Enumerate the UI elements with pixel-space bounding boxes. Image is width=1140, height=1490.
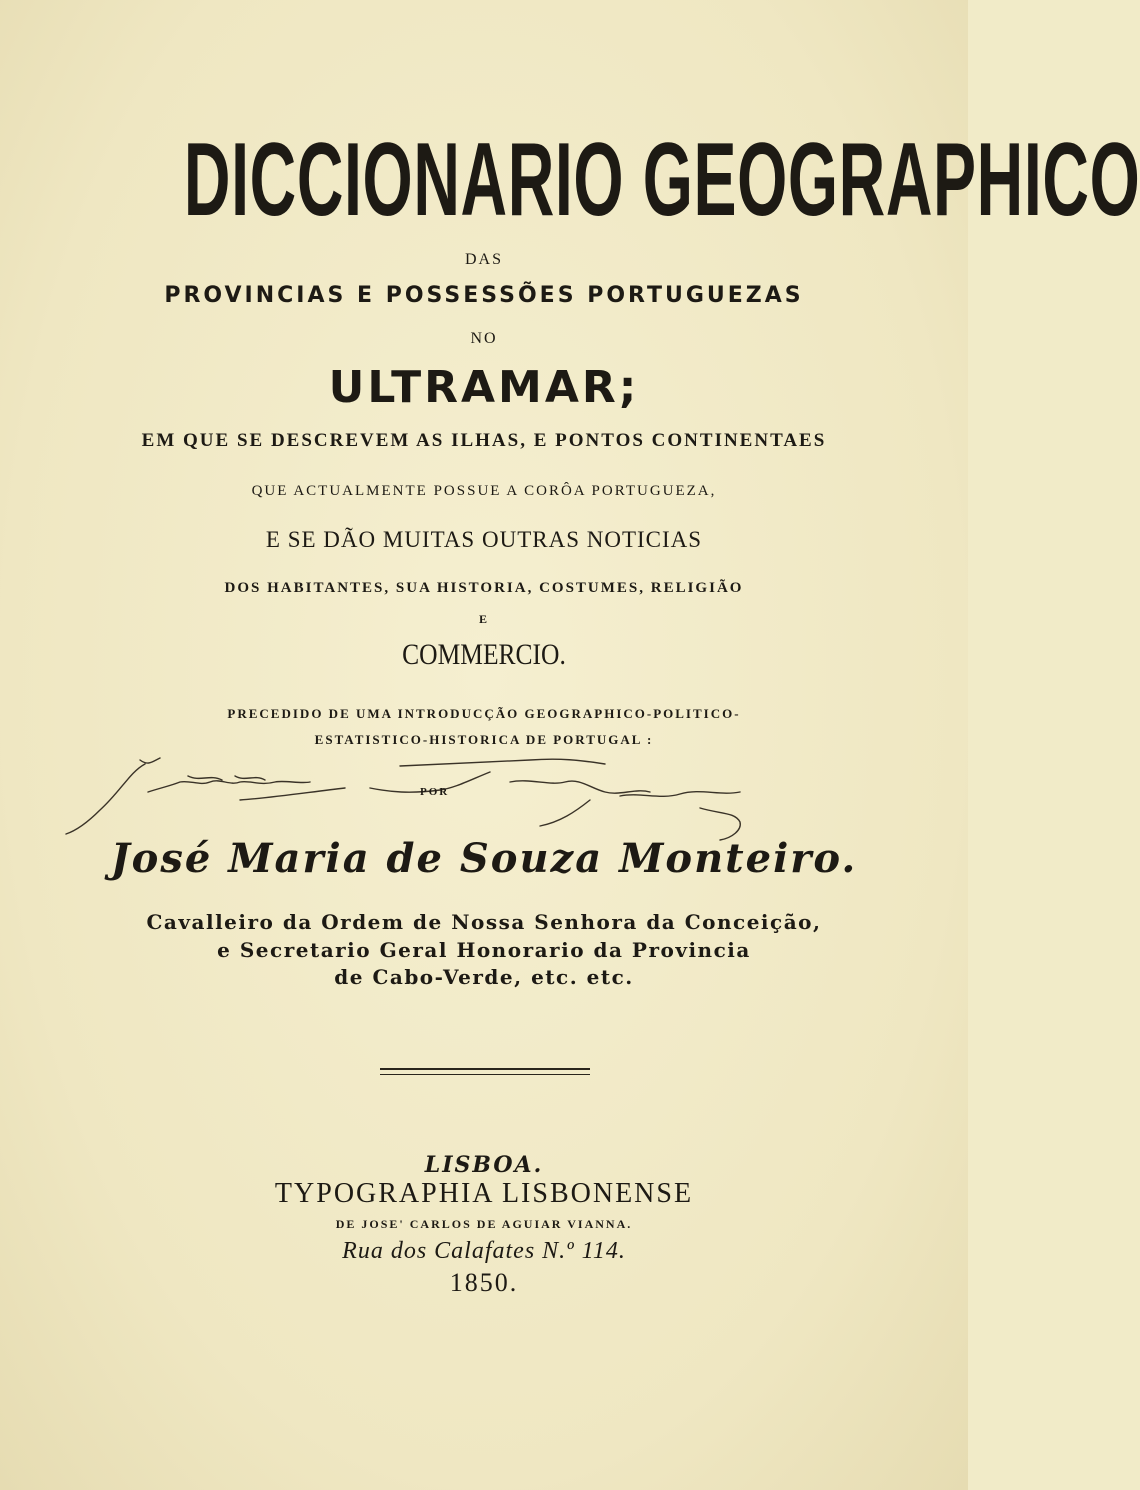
description-commercio: COMMERCIO. (402, 638, 566, 671)
precedido-line-2: ESTATISTICO-HISTORICA DE PORTUGAL : (314, 732, 654, 747)
author-credentials-line-2: e Secretario Geral Honorario da Provincia (217, 938, 751, 962)
description-e: E (478, 612, 489, 626)
divider-rule (380, 1068, 590, 1070)
imprint-press: TYPOGRAPHIA LISBONENSE (274, 1178, 694, 1209)
imprint-owner: DE JOSE' CARLOS DE AGUIAR VIANNA. (335, 1217, 633, 1231)
description-line-2: QUE ACTUALMENTE POSSUE A CORÔA PORTUGUEZA, (251, 483, 717, 499)
subtitle-no: NO (470, 330, 498, 347)
imprint-year: 1850. (449, 1268, 519, 1297)
subtitle-ultramar: ULTRAMAR; (328, 362, 640, 413)
author-credentials-line-3: de Cabo-Verde, etc. etc. (334, 965, 634, 989)
imprint-city: LISBOA. (424, 1152, 544, 1178)
imprint-address: Rua dos Calafates N.º 114. (342, 1238, 626, 1264)
precedido-line-1: PRECEDIDO DE UMA INTRODUCÇÃO GEOGRAPHICO-POLITICO- (227, 706, 741, 721)
description-line-3: E SE DÃO MUITAS OUTRAS NOTICIAS (265, 527, 703, 552)
divider-rule-thin (380, 1074, 590, 1075)
author-credentials-line-1: Cavalleiro da Ordem de Nossa Senhora da Conceição, (146, 910, 822, 934)
description-line-1: EM QUE SE DESCREVEM AS ILHAS, E PONTOS CONTINENTAES (141, 430, 827, 451)
description-line-4: DOS HABITANTES, SUA HISTORIA, COSTUMES, RELIGIÃO (224, 580, 744, 596)
book-title: DICCIONARIO GEOGRAPHICO (183, 122, 1140, 238)
by-label: POR (420, 786, 450, 798)
author-name: José Maria de Souza Monteiro. (110, 835, 858, 882)
subtitle-das: DAS (464, 251, 503, 268)
subtitle-provincias: PROVINCIAS E POSSESSÕES PORTUGUEZAS (164, 283, 804, 308)
